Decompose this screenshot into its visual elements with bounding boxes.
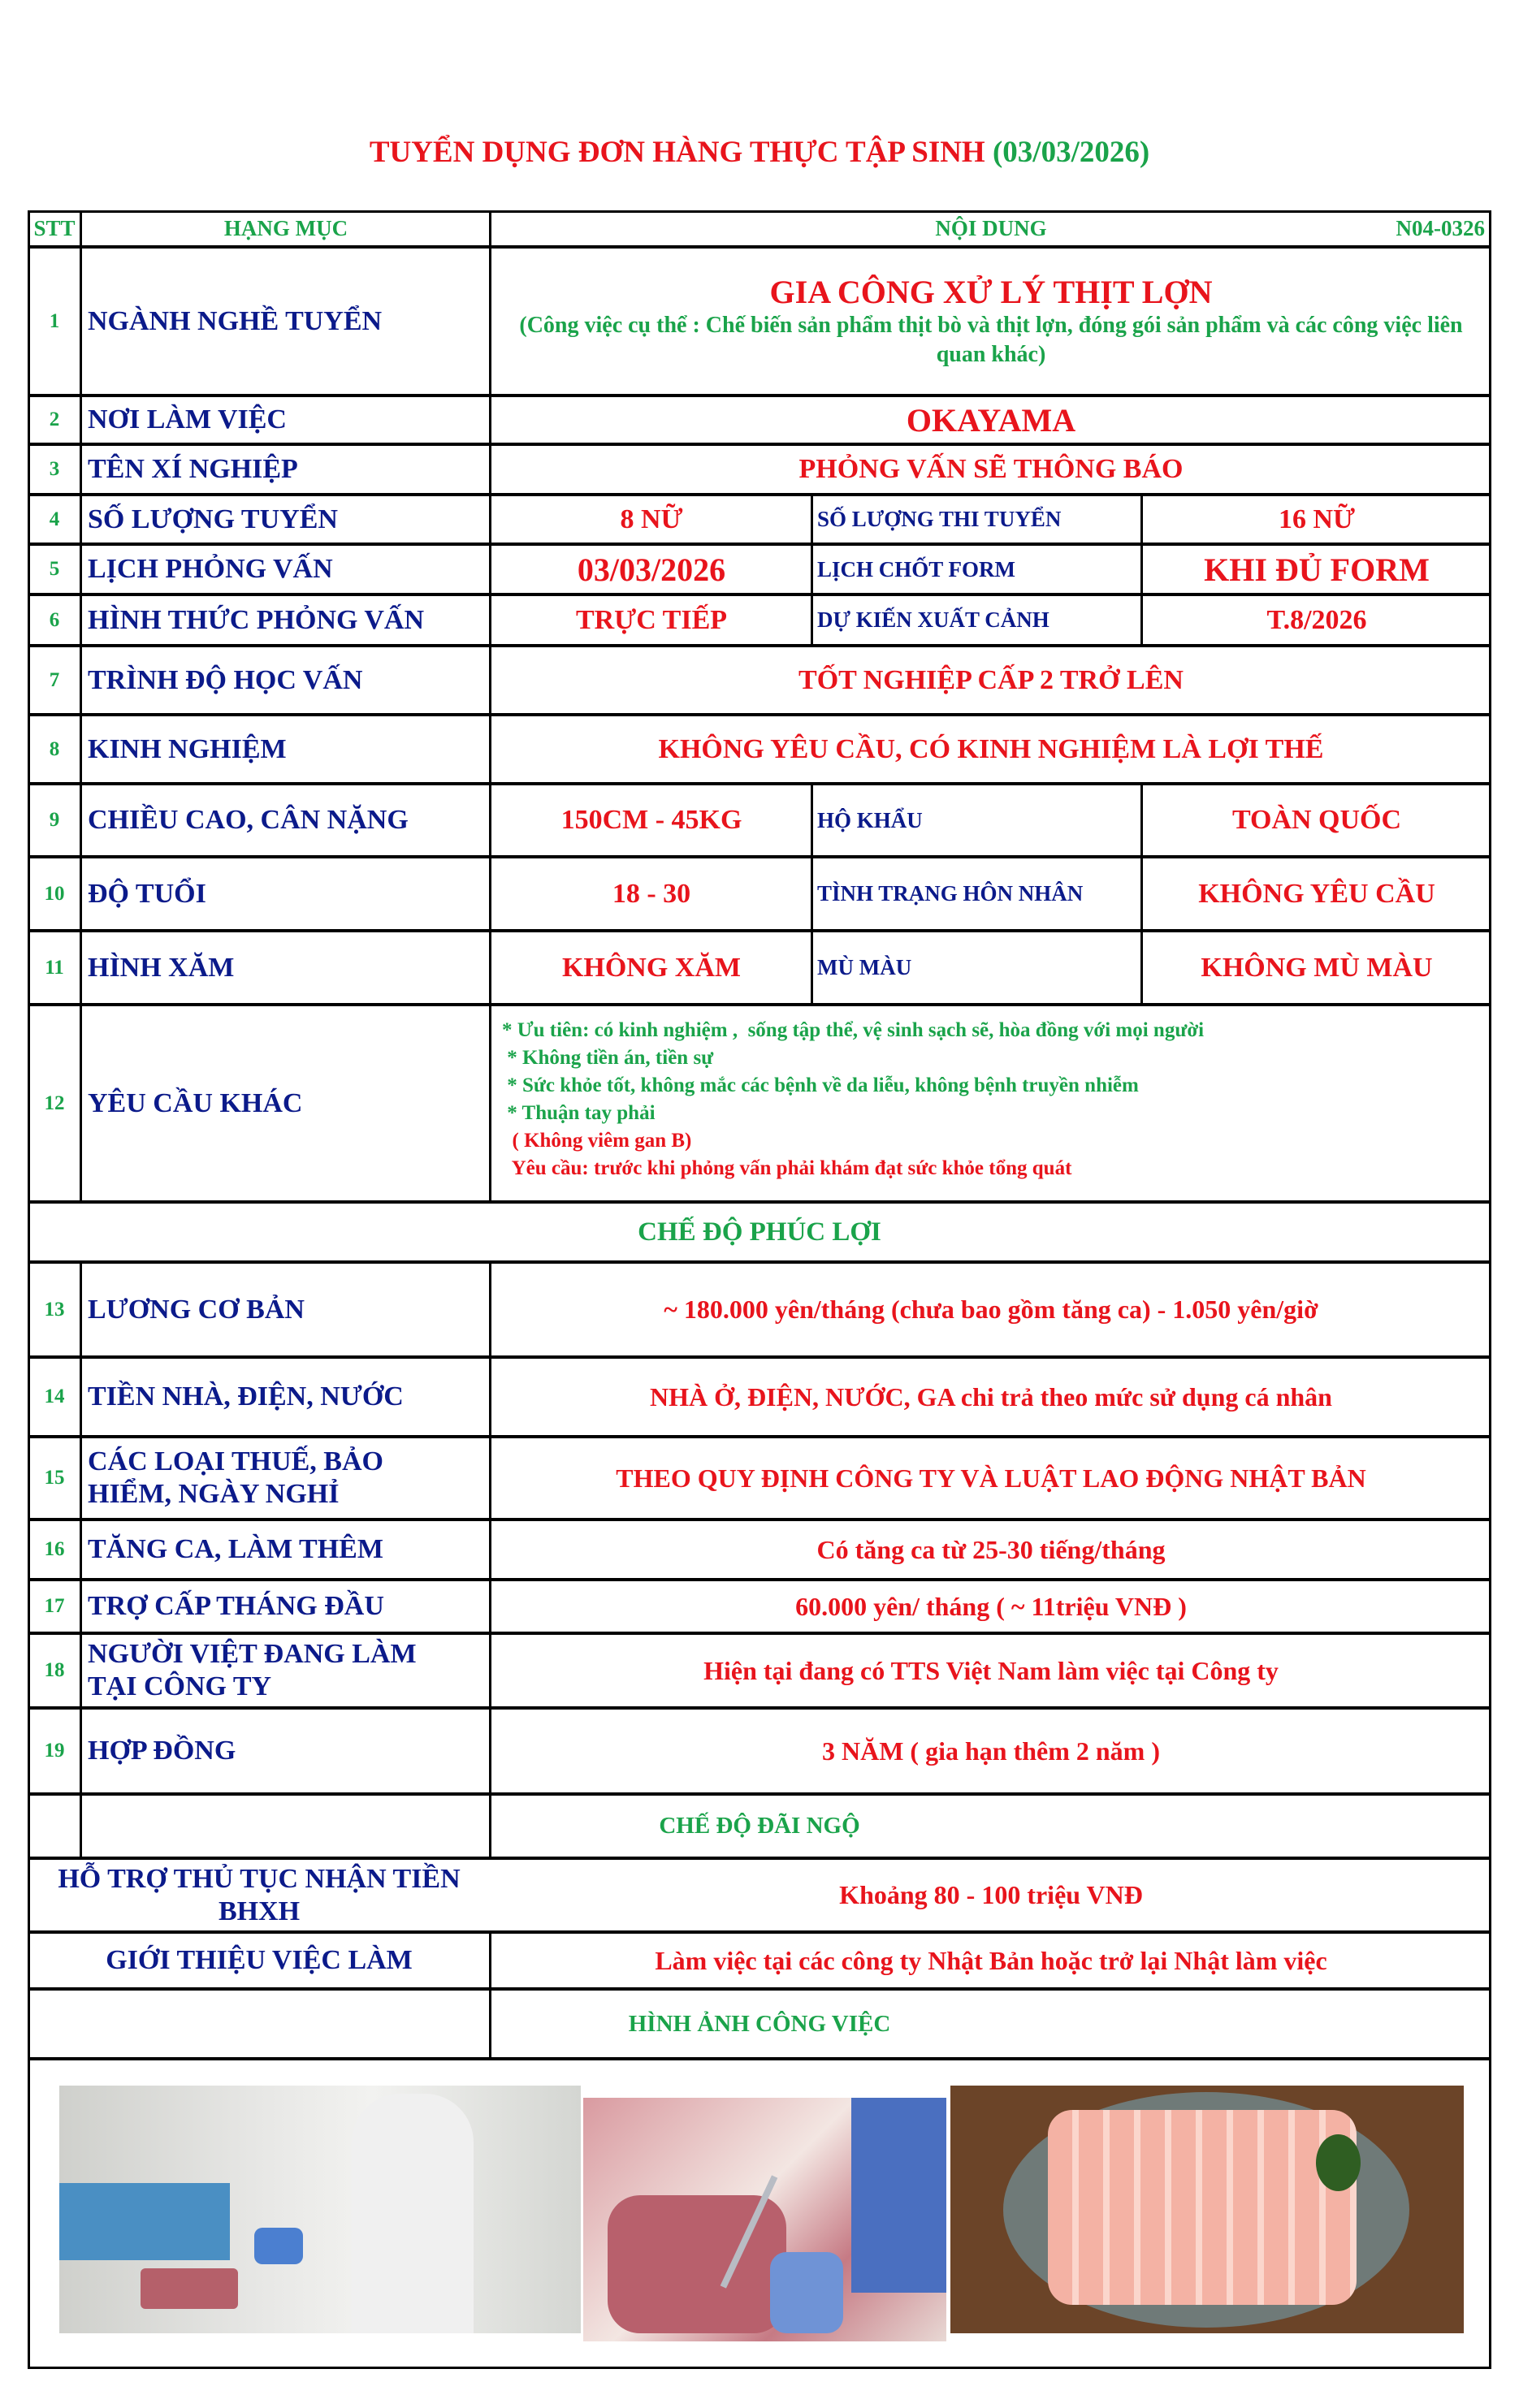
row-number: 12 (44, 1092, 65, 1114)
order-code: N04-0326 (1396, 216, 1485, 240)
requirement-item: Yêu cầu: trước khi phỏng vấn phải khám đạt sức khỏe tổng quát (502, 1157, 1072, 1179)
worker-figure (352, 2094, 474, 2333)
job-introduction-value: Làm việc tại các công ty Nhật Bản hoặc trở lại Nhật làm việc (655, 1945, 1327, 1975)
company-value: PHỎNG VẤN SẼ THÔNG BÁO (798, 454, 1184, 484)
row-number: 2 (49, 409, 60, 430)
job-field-cell (491, 247, 1491, 396)
photo-worker-packing (59, 2086, 581, 2333)
row-number: 9 (49, 809, 60, 831)
row-number: 16 (44, 1538, 65, 1560)
overtime-value: Có tăng ca từ 25-30 tiếng/tháng (816, 1534, 1166, 1564)
label-marital-status: TÌNH TRẠNG HÔN NHÂN (817, 881, 1084, 906)
row-number: 17 (44, 1595, 65, 1617)
header-stt: STT (33, 216, 76, 240)
requirement-item: ( Không viêm gan B) (502, 1130, 692, 1152)
form-deadline-value: KHI ĐỦ FORM (1204, 551, 1430, 588)
row-number: 4 (49, 508, 60, 530)
label-other-requirements: YÊU CẦU KHÁC (88, 1087, 303, 1118)
exam-quantity-value: 16 NỮ (1278, 504, 1356, 534)
row-number: 3 (49, 458, 60, 480)
label-interview-format: HÌNH THỨC PHỎNG VẤN (88, 604, 425, 635)
blue-crate (59, 2183, 230, 2260)
label-interview-date: LỊCH PHỎNG VẤN (88, 554, 333, 584)
label-first-month-allowance: TRỢ CẤP THÁNG ĐẦU (88, 1591, 384, 1621)
label-form-deadline: LỊCH CHỐT FORM (817, 556, 1016, 581)
quantity-value: 8 NỮ (620, 504, 683, 534)
label-exam-quantity: SỐ LƯỢNG THI TUYỂN (817, 507, 1062, 531)
job-field-value: GIA CÔNG XỬ LÝ THỊT LỢN (769, 273, 1213, 310)
insurance-support-value: Khoảng 80 - 100 triệu VNĐ (839, 1880, 1143, 1909)
tax-insurance-value: THEO QUY ĐỊNH CÔNG TY VÀ LUẬT LAO ĐỘNG NHẬT BẢN (616, 1463, 1366, 1493)
requirement-item: * Ưu tiên: có kinh nghiệm , sống tập thể, vệ sinh sạch sẽ, hòa đồng với mọi người (502, 1019, 1205, 1041)
requirement-item: * Không tiền án, tiền sự (502, 1047, 714, 1069)
label-quantity: SỐ LƯỢNG TUYỂN (88, 504, 338, 534)
header-category: HẠNG MỤC (223, 216, 348, 240)
interview-format-value: TRỰC TIẾP (575, 604, 728, 635)
housing-utilities-value: NHÀ Ở, ĐIỆN, NƯỚC, GA chi trả theo mức sử dụng cá nhân (650, 1381, 1332, 1412)
worker-sleeve (851, 2098, 946, 2293)
label-line: BHXH (218, 1896, 301, 1926)
label-line: NGƯỜI VIỆT ĐANG LÀM (88, 1639, 417, 1669)
row-number: 7 (49, 668, 60, 691)
row-number: 8 (49, 737, 60, 760)
header-content: NỘI DUNG (935, 216, 1047, 240)
age-value: 18 - 30 (612, 878, 691, 909)
label-line: HIỂM, NGÀY NGHỈ (88, 1479, 340, 1509)
row-number: 1 (49, 309, 60, 332)
row-number: 14 (44, 1386, 65, 1407)
label-company: TÊN XÍ NGHIỆP (88, 454, 298, 484)
departure-value: T.8/2026 (1266, 604, 1367, 635)
label-job-field: NGÀNH NGHỀ TUYỂN (88, 305, 383, 336)
label-job-introduction: GIỚI THIỆU VIỆC LÀM (106, 1945, 413, 1975)
label-vietnamese-workers (81, 1633, 491, 1708)
title-main: TUYỂN DỤNG ĐƠN HÀNG THỰC TẬP SINH (369, 136, 985, 169)
contract-value: 3 NĂM ( gia hạn thêm 2 năm ) (822, 1736, 1160, 1766)
education-value: TỐT NGHIỆP CẤP 2 TRỞ LÊN (798, 664, 1184, 695)
label-line: CÁC LOẠI THUẾ, BẢO (88, 1446, 383, 1476)
experience-value: KHÔNG YÊU CẦU, CÓ KINH NGHIỆM LÀ LỢI THẾ (658, 733, 1324, 764)
row-number: 11 (45, 956, 64, 979)
label-line: TẠI CÔNG TY (88, 1671, 272, 1701)
job-field-detail: (Công việc cụ thể : Chế biến sản phẩm thịt bò và thịt lợn, đóng gói sản phẩm và các công việc liên quan khác) (519, 312, 1463, 367)
label-tattoo: HÌNH XĂM (88, 952, 235, 983)
title-date: (03/03/2026) (992, 136, 1150, 169)
requirement-item: * Thuận tay phải (502, 1102, 656, 1124)
household-value: TOÀN QUỐC (1231, 805, 1402, 835)
label-contract: HỢP ĐỒNG (88, 1736, 236, 1766)
label-age: ĐỘ TUỔI (88, 878, 206, 909)
meat-tray (141, 2268, 238, 2309)
label-workplace: NƠI LÀM VIỆC (88, 404, 287, 434)
row-number: 13 (44, 1298, 65, 1321)
label-education: TRÌNH ĐỘ HỌC VẤN (88, 664, 363, 695)
label-base-salary: LƯƠNG CƠ BẢN (88, 1294, 305, 1325)
photo-sliced-pork (950, 2086, 1464, 2333)
glove (770, 2252, 843, 2333)
section-treatment: CHẾ ĐỘ ĐÃI NGỘ (659, 1813, 860, 1839)
vietnamese-workers-value: Hiện tại đang có TTS Việt Nam làm việc tại Công ty (703, 1655, 1279, 1685)
other-requirements-list (502, 1017, 1477, 1182)
label-line: HỖ TRỢ THỦ TỤC NHẬN TIỀN (58, 1863, 461, 1894)
label-tax-insurance (81, 1437, 491, 1520)
label-overtime: TĂNG CA, LÀM THÊM (88, 1534, 383, 1564)
section-welfare: CHẾ ĐỘ PHÚC LỢI (638, 1217, 881, 1247)
page-title (0, 128, 1519, 177)
pork-slices (1048, 2110, 1357, 2305)
section-work-photos: HÌNH ẢNH CÔNG VIỆC (628, 2010, 891, 2037)
label-experience: KINH NGHIỆM (88, 733, 287, 764)
workplace-value: OKAYAMA (906, 401, 1076, 439)
glove (254, 2228, 303, 2264)
row-number: 15 (44, 1467, 65, 1489)
row-number: 19 (44, 1740, 65, 1762)
row-number: 6 (49, 608, 60, 631)
parsley-garnish (1316, 2134, 1361, 2191)
row-number: 5 (49, 558, 60, 580)
height-weight-value: 150CM - 45KG (560, 805, 742, 835)
photo-meat-cutting (583, 2098, 946, 2341)
label-height-weight: CHIỀU CAO, CÂN NẶNG (88, 805, 409, 835)
row-number: 18 (44, 1659, 65, 1681)
label-departure: DỰ KIẾN XUẤT CẢNH (817, 607, 1049, 632)
requirement-item: * Sức khỏe tốt, không mắc các bệnh về da liễu, không bệnh truyền nhiễm (502, 1074, 1139, 1096)
tattoo-value: KHÔNG XĂM (561, 952, 742, 983)
first-month-allowance-value: 60.000 yên/ tháng ( ~ 11triệu VNĐ ) (795, 1591, 1187, 1621)
marital-status-value: KHÔNG YÊU CẦU (1198, 878, 1435, 909)
label-housing-utilities: TIỀN NHÀ, ĐIỆN, NƯỚC (88, 1381, 404, 1412)
label-household: HỘ KHẨU (817, 807, 923, 832)
row-number: 10 (44, 882, 65, 905)
label-color-blind: MÙ MÀU (817, 955, 912, 979)
interview-date-value: 03/03/2026 (577, 551, 726, 588)
label-insurance-support (28, 1858, 491, 1932)
color-blind-value: KHÔNG MÙ MÀU (1201, 952, 1433, 983)
base-salary-value: ~ 180.000 yên/tháng (chưa bao gồm tăng ca) - 1.050 yên/giờ (664, 1295, 1318, 1324)
